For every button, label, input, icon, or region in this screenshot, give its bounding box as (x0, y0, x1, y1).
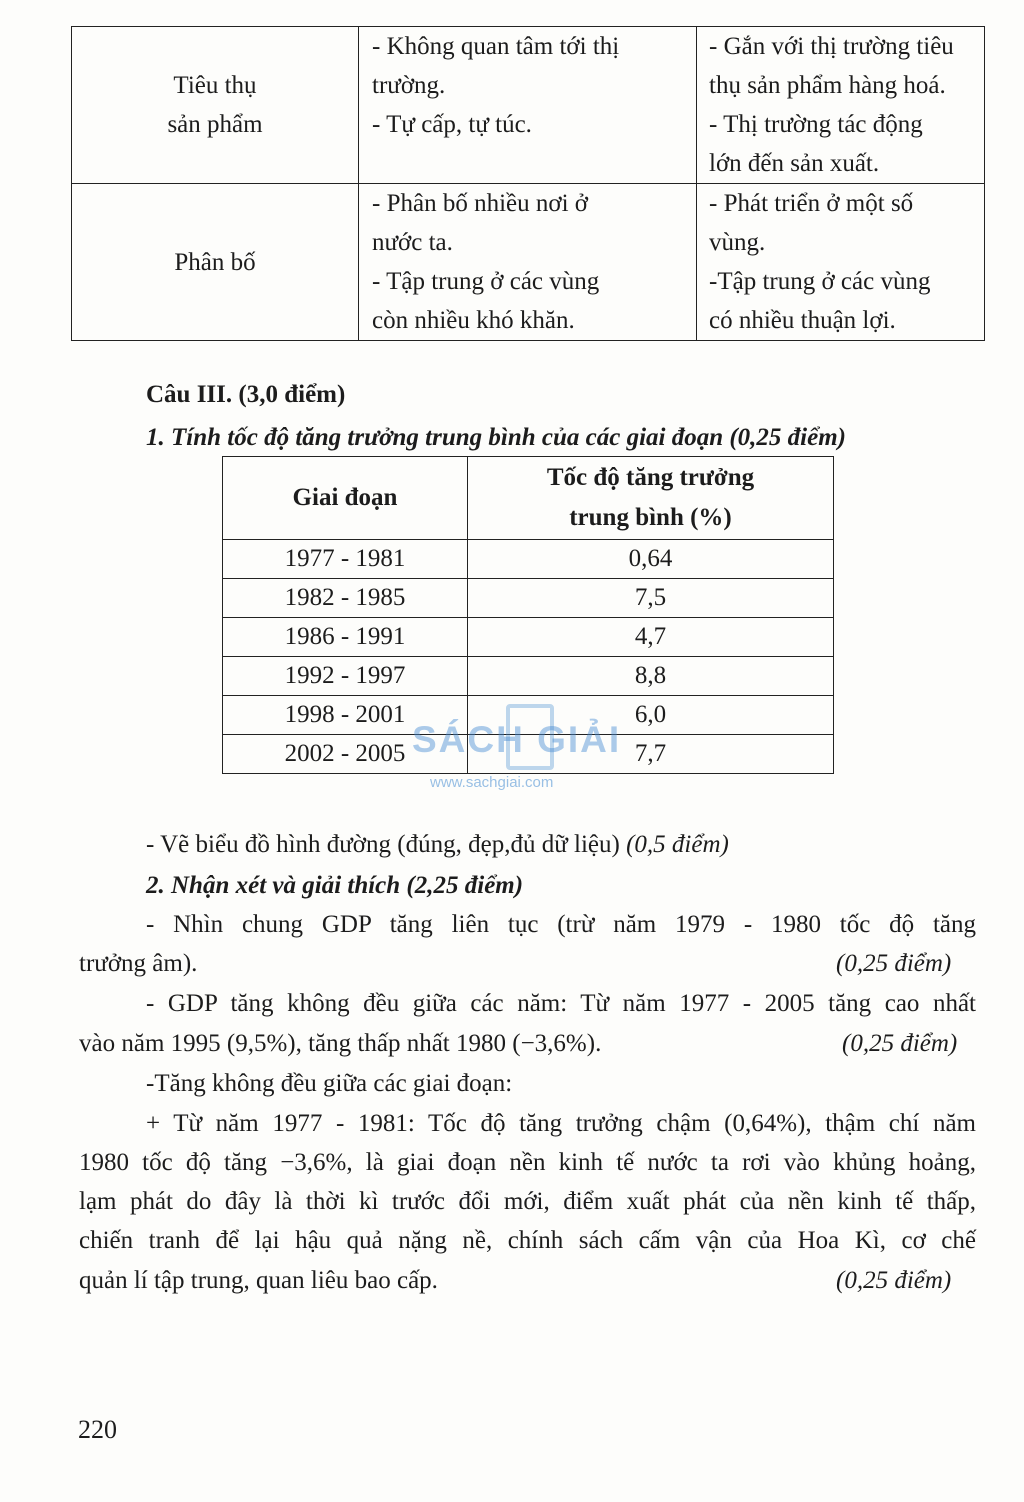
row-label-line: Phân bố (174, 248, 256, 276)
para2-points: (0,25 điểm) (842, 1030, 958, 1057)
table-row (223, 657, 834, 696)
subsection-2-title: 2. Nhận xét và giải thích (2,25 điểm) (146, 872, 524, 899)
table-row (223, 540, 834, 579)
para2-line2: vào năm 1995 (9,5%), tăng thấp nhất 1980 (−3,6%). (79, 1030, 602, 1057)
row-label (72, 184, 359, 341)
chart-note-points: (0,5 điểm) (626, 831, 729, 858)
para3: -Tăng không đều giữa các giai đoạn: (146, 1070, 513, 1097)
header-period: Giai đoạn (223, 457, 468, 540)
table-row (72, 184, 985, 341)
subsection-1-title: 1. Tính tốc độ tăng trưởng trung bình của các giai đoạn (0,25 điểm) (146, 424, 846, 451)
table-row (223, 579, 834, 618)
cell-line: lớn đến sản xuất. (709, 150, 880, 177)
cell-line: - Phát triển ở một số (709, 190, 914, 217)
para4-last-line: quản lí tập trung, quan liêu bao cấp. (79, 1267, 438, 1294)
cell-line: - Gắn với thị trường tiêu (709, 33, 954, 60)
page-number: 220 (78, 1415, 117, 1444)
comparison-table (71, 26, 985, 341)
header-rate-line: trung bình (%) (569, 504, 732, 531)
section-title: Câu III. (3,0 điểm) (146, 381, 346, 408)
para4-points: (0,25 điểm) (836, 1267, 952, 1294)
watermark-url: www.sachgiai.com (430, 774, 554, 791)
rate-cell: 8,8 (468, 657, 834, 696)
row-label (72, 27, 359, 184)
row-label-line: Tiêu thụ (173, 72, 257, 99)
table-row (72, 27, 985, 184)
commodity-cell (697, 184, 985, 341)
cell-line: -Tập trung ở các vùng (709, 268, 931, 295)
rate-cell: 7,7 (468, 735, 834, 774)
period-cell: 1992 - 1997 (223, 657, 468, 696)
cell-line: - Phân bố nhiều nơi ở (372, 190, 589, 217)
cell-line: còn nhiều khó khăn. (372, 307, 575, 334)
chart-note (146, 825, 729, 864)
cell-line: có nhiều thuận lợi. (709, 307, 896, 334)
para4-line1: + Từ năm 1977 - 1981: Tốc độ tăng trưởng chậm (0,64%), thậm chí năm (146, 1110, 976, 1137)
cell-line: vùng. (709, 229, 766, 256)
cell-line: nước ta. (372, 229, 453, 256)
chart-note-text: - Vẽ biểu đồ hình đường (đúng, đẹp,đủ dữ liệu) (146, 831, 620, 858)
rate-cell: 0,64 (468, 540, 834, 579)
watermark-text: SÁCH GIẢI (412, 719, 622, 760)
cell-line: - Không quan tâm tới thị (372, 33, 620, 60)
cell-line: - Tập trung ở các vùng (372, 268, 600, 295)
period-cell: 2002 - 2005 (223, 735, 468, 774)
table-row (223, 618, 834, 657)
para4-line2: 1980 tốc độ tăng −3,6%, là giai đoạn nền kinh tế nước ta rơi vào khủng hoảng, (79, 1149, 976, 1176)
commodity-cell (697, 27, 985, 184)
rate-cell: 4,7 (468, 618, 834, 657)
traditional-cell (359, 27, 697, 184)
para4-line3: lạm phát do đây là thời kì trước đổi mới, điểm xuất phát của nền kinh tế thấp, (79, 1188, 976, 1215)
cell-line: thụ sản phẩm hàng hoá. (709, 72, 946, 99)
period-cell: 1986 - 1991 (223, 618, 468, 657)
traditional-cell (359, 184, 697, 341)
cell-line: - Thị trường tác động (709, 111, 923, 138)
para1-line2: trưởng âm). (79, 950, 198, 977)
cell-line: - Tự cấp, tự túc. (372, 111, 532, 138)
period-cell: 1982 - 1985 (223, 579, 468, 618)
watermark-logo (412, 700, 622, 800)
rate-cell: 6,0 (468, 696, 834, 735)
para4-line4: chiến tranh để lại hậu quả nặng nề, chính sách cấm vận của Hoa Kì, cơ chế (79, 1227, 976, 1254)
period-cell: 1977 - 1981 (223, 540, 468, 579)
table-header-row (223, 457, 834, 540)
period-cell: 1998 - 2001 (223, 696, 468, 735)
para1-line1: - Nhìn chung GDP tăng liên tục (trừ năm 1979 - 1980 tốc độ tăng (146, 911, 976, 938)
para1-points: (0,25 điểm) (836, 950, 952, 977)
cell-line: trường. (372, 72, 446, 99)
header-rate-line: Tốc độ tăng trưởng (546, 464, 755, 491)
rate-cell: 7,5 (468, 579, 834, 618)
para2-line1: - GDP tăng không đều giữa các năm: Từ năm 1977 - 2005 tăng cao nhất (146, 990, 976, 1017)
header-rate (468, 457, 834, 540)
row-label-line: sản phẩm (167, 111, 263, 138)
